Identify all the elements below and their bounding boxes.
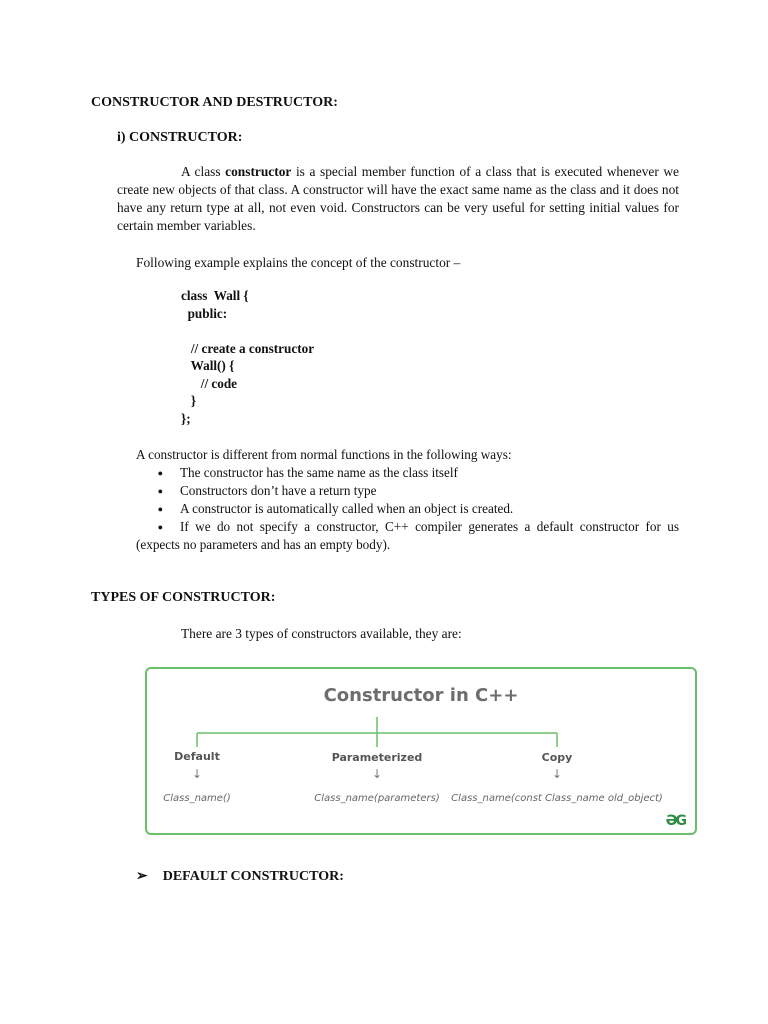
list-item-text: Constructors don’t have a return type: [180, 483, 377, 498]
differences-section: [136, 446, 679, 554]
differences-tail: (expects no parameters and has an empty body).: [136, 537, 391, 552]
arrow-bullet-icon: ➢: [136, 869, 148, 884]
constructor-heading: i) CONSTRUCTOR:: [117, 130, 243, 145]
list-item: [136, 500, 679, 518]
list-item-text: The constructor has the same name as the class itself: [180, 465, 458, 480]
code-line: }: [181, 393, 197, 408]
code-line: Wall() {: [181, 358, 235, 373]
list-item-text: A constructor is automatically called when an object is created.: [180, 501, 514, 516]
list-item: [136, 518, 679, 536]
down-arrow-icon: ↓: [551, 767, 563, 781]
code-line: class Wall {: [181, 288, 249, 303]
main-heading: CONSTRUCTOR AND DESTRUCTOR:: [91, 95, 338, 110]
constructor-types-diagram: [145, 667, 697, 835]
code-line: public:: [181, 305, 228, 321]
syntax-copy: Class_name(const Class_name old_object): [451, 793, 663, 804]
branch-label-copy: Copy: [541, 751, 573, 764]
default-constructor-heading-text: DEFAULT CONSTRUCTOR:: [162, 869, 344, 884]
code-line: [181, 322, 314, 340]
list-item: [136, 482, 679, 500]
intro-rest: is a special member function of a class that is executed whenever we create new objects of that class. A constructor will have the exact same name as the class and it does not have any return type at all, not even void. Constructors can be very useful for setting initial values for certain member variables.: [117, 164, 680, 233]
code-line: // create a constructor: [181, 340, 315, 356]
bullet-icon: ●: [157, 468, 163, 478]
code-line: // code: [181, 375, 238, 391]
syntax-default: Class_name(): [163, 793, 231, 804]
default-constructor-heading: [136, 868, 344, 885]
gfg-logo: ƏG: [665, 813, 685, 829]
down-arrow-icon: ↓: [191, 767, 203, 781]
bullet-icon: ●: [157, 504, 163, 514]
intro-paragraph: [117, 163, 679, 235]
code-block: [181, 287, 314, 427]
types-heading: TYPES OF CONSTRUCTOR:: [91, 590, 276, 605]
differences-intro: A constructor is different from normal functions in the following ways:: [136, 447, 512, 462]
branch-label-default: Default: [174, 750, 220, 763]
list-item-text: If we do not specify a constructor, C++ compiler generates a default constructor for us: [180, 519, 679, 534]
diagram-title: Constructor in C++: [323, 685, 519, 706]
branch-label-parameterized: Parameterized: [331, 751, 423, 764]
intro-prefix: A class: [181, 164, 226, 179]
code-line: };: [181, 410, 191, 426]
down-arrow-icon: ↓: [371, 767, 383, 781]
syntax-parameterized: Class_name(parameters): [314, 793, 440, 804]
bullet-icon: ●: [157, 522, 163, 532]
bullet-icon: ●: [157, 486, 163, 496]
list-item: [136, 464, 679, 482]
example-intro: Following example explains the concept of the constructor –: [136, 255, 461, 270]
intro-bold-term: constructor: [225, 164, 292, 179]
types-intro: There are 3 types of constructors available, they are:: [181, 626, 462, 641]
